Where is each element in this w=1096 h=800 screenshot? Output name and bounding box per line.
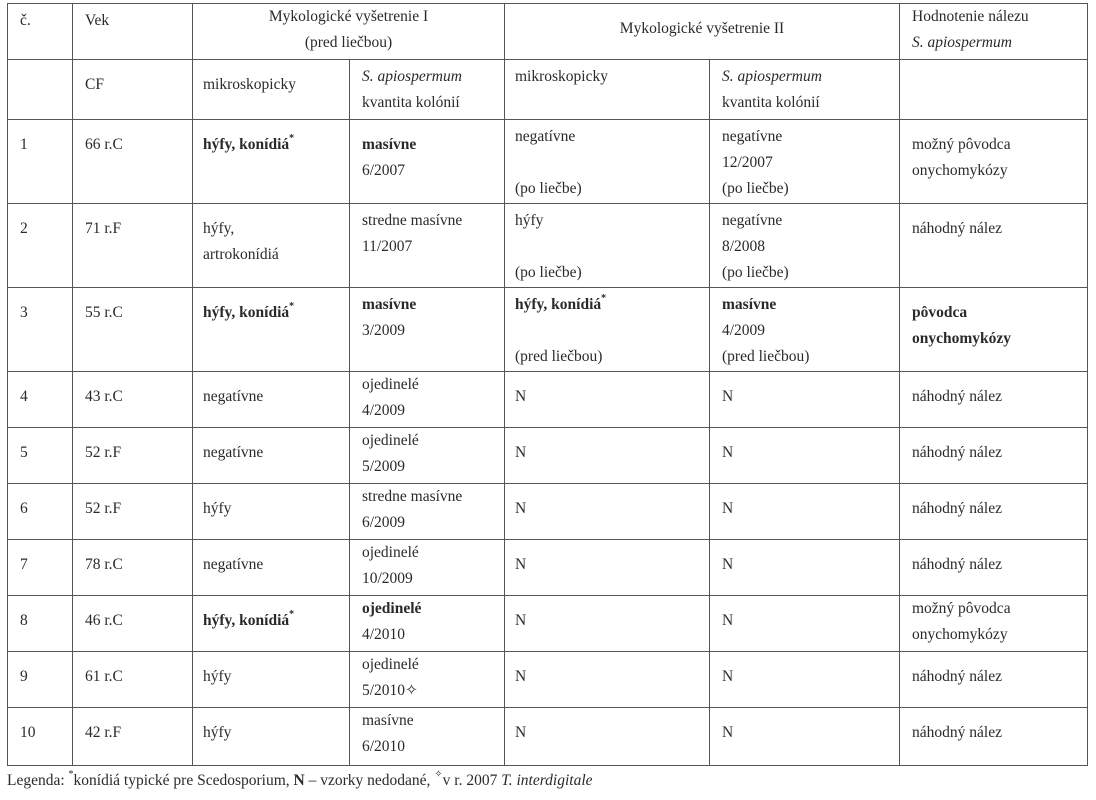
cell-sa-1: masívne 6/2010 [350,708,505,766]
table-row [8,120,1088,204]
cell-vek: 42 r.F [73,708,193,766]
cell-sa-1: masívne 6/2007 [350,120,505,204]
cell-mikro-1: negatívne [193,428,350,484]
table-row [8,288,1088,372]
cell-mikro-2: N [505,708,710,766]
cell-sa-1: ojedinelé 4/2010 [350,596,505,652]
cell-mikro-1: hýfy, konídiá* [193,596,350,652]
cell-mikro-2: N [505,596,710,652]
cell-mikro-1: hýfy [193,484,350,540]
table-row [8,708,1088,766]
cell-mikro-1: negatívne [193,372,350,428]
header-hodnotenie: Hodnotenie nálezu S. apiospermum [900,4,1088,60]
cell-mikro-2: N [505,372,710,428]
header-cislo: č. [8,4,73,60]
cell-sa-2: negatívne 12/2007 (po liečbe) [710,120,900,204]
cell-hodnotenie: náhodný nález [900,204,1088,288]
cell-mikro-2: N [505,428,710,484]
cell-cislo: 8 [8,596,73,652]
cell-mikro-2: N [505,652,710,708]
subheader-empty-2 [900,60,1088,120]
table-legend: Legenda: *konídiá typické pre Scedosporium, N – vzorky nedodané, ✧v r. 2007 T. interdigitale [7,768,593,789]
cell-sa-1: masívne 3/2009 [350,288,505,372]
table-row [8,204,1088,288]
cell-mikro-1: negatívne [193,540,350,596]
table-row [8,540,1088,596]
cell-sa-2: N [710,596,900,652]
cell-hodnotenie: náhodný nález [900,484,1088,540]
table-row [8,484,1088,540]
table-row [8,428,1088,484]
cell-sa-2: N [710,372,900,428]
cell-mikro-2: N [505,540,710,596]
cell-sa-1: ojedinelé 5/2009 [350,428,505,484]
table-row [8,372,1088,428]
cell-mikro-1: hýfy, konídiá* [193,120,350,204]
cell-hodnotenie: náhodný nález [900,372,1088,428]
cell-hodnotenie: náhodný nález [900,428,1088,484]
cell-vek: 61 r.C [73,652,193,708]
cell-sa-1: stredne masívne 6/2009 [350,484,505,540]
cell-mikro-1: hýfy [193,652,350,708]
cell-cislo: 3 [8,288,73,372]
cell-cislo: 9 [8,652,73,708]
cell-vek: 78 r.C [73,540,193,596]
header-exam-2: Mykologické vyšetrenie II [505,4,900,60]
table-row [8,652,1088,708]
subheader-mikro-2: mikroskopicky [505,60,710,120]
cell-sa-1: ojedinelé 4/2009 [350,372,505,428]
header-exam-1: Mykologické vyšetrenie I (pred liečbou) [193,4,505,60]
cell-sa-1: ojedinelé 10/2009 [350,540,505,596]
cell-cislo: 10 [8,708,73,766]
header-vek: Vek [73,4,193,60]
cell-hodnotenie: možný pôvodca onychomykózy [900,596,1088,652]
cell-hodnotenie: náhodný nález [900,708,1088,766]
cell-cislo: 5 [8,428,73,484]
subheader-sa-1: S. apiospermum kvantita kolónií [350,60,505,120]
cell-sa-1: stredne masívne 11/2007 [350,204,505,288]
cell-mikro-2: N [505,484,710,540]
subheader-cf: CF [73,60,193,120]
cell-cislo: 2 [8,204,73,288]
cell-vek: 43 r.C [73,372,193,428]
cell-vek: 66 r.C [73,120,193,204]
cell-sa-2: masívne 4/2009 (pred liečbou) [710,288,900,372]
cell-vek: 55 r.C [73,288,193,372]
cell-hodnotenie: možný pôvodca onychomykózy [900,120,1088,204]
cell-sa-2: N [710,652,900,708]
cell-sa-2: N [710,540,900,596]
results-table [7,3,1088,766]
cell-mikro-2: hýfy (po liečbe) [505,204,710,288]
cell-mikro-1: hýfy, konídiá* [193,288,350,372]
cell-vek: 71 r.F [73,204,193,288]
cell-mikro-2: negatívne (po liečbe) [505,120,710,204]
cell-mikro-2: hýfy, konídiá* (pred liečbou) [505,288,710,372]
subheader-empty [8,60,73,120]
cell-hodnotenie: náhodný nález [900,652,1088,708]
cell-cislo: 6 [8,484,73,540]
cell-sa-2: N [710,484,900,540]
subheader-sa-2: S. apiospermum kvantita kolónií [710,60,900,120]
cell-cislo: 4 [8,372,73,428]
cell-hodnotenie: náhodný nález [900,540,1088,596]
cell-vek: 46 r.C [73,596,193,652]
cell-sa-2: N [710,708,900,766]
cell-vek: 52 r.F [73,484,193,540]
cell-sa-2: negatívne 8/2008 (po liečbe) [710,204,900,288]
cell-vek: 52 r.F [73,428,193,484]
cell-sa-1: ojedinelé 5/2010✧ [350,652,505,708]
cell-sa-2: N [710,428,900,484]
subheader-mikro-1: mikroskopicky [193,60,350,120]
cell-cislo: 1 [8,120,73,204]
cell-cislo: 7 [8,540,73,596]
cell-mikro-1: hýfy [193,708,350,766]
table-row [8,596,1088,652]
cell-mikro-1: hýfy, artrokonídiá [193,204,350,288]
cell-hodnotenie: pôvodca onychomykózy [900,288,1088,372]
